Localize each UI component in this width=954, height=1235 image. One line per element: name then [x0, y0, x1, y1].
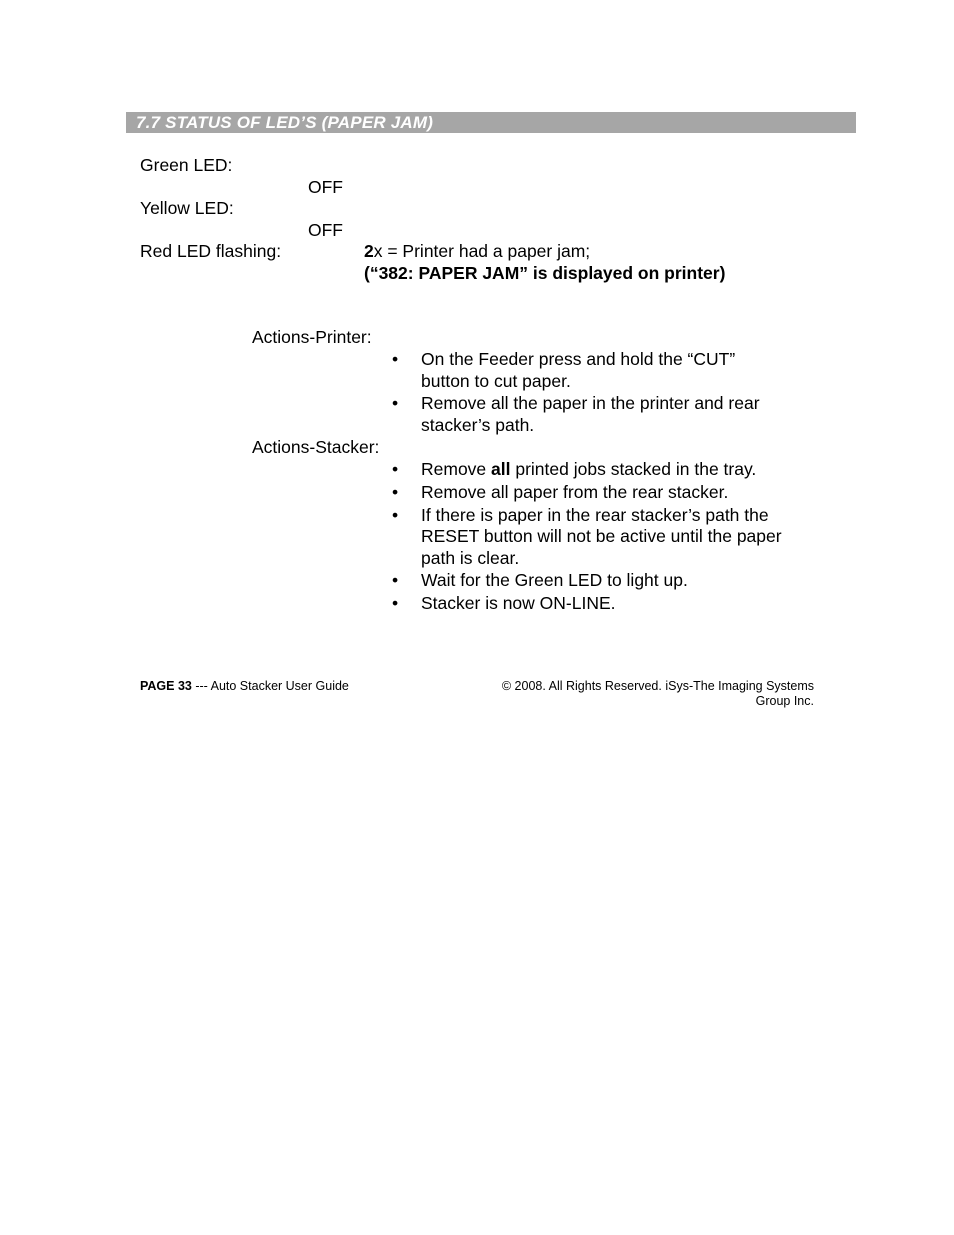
footer-page-number: PAGE 33 — [140, 679, 192, 693]
section-heading-bar — [126, 112, 856, 133]
list-item: • Stacker is now ON-LINE. — [392, 592, 616, 613]
bullet-icon: • — [392, 592, 399, 613]
green-led-value: OFF — [308, 177, 343, 197]
list-item: • Remove all printed jobs stacked in the tray. — [392, 459, 757, 479]
bullet-icon: • — [392, 349, 399, 369]
red-led-label: Red LED flashing: — [140, 241, 282, 261]
list-item: • Remove all the paper in the printer and rear stacker’s path. — [392, 393, 760, 436]
footer-page-info — [140, 679, 349, 694]
bullet-icon: • — [392, 459, 399, 479]
list-item: • If there is paper in the rear stacker’s path the RESET button will not be active until the paper path is clear. — [392, 504, 782, 569]
list-item: • Remove all paper from the rear stacker. — [392, 481, 729, 502]
red-led-note: (“382: PAPER JAM” is displayed on printer) — [364, 263, 726, 283]
red-led-desc: x = Printer had a paper jam; — [373, 241, 591, 261]
actions-printer-list — [392, 349, 822, 437]
red-led-count: 2 — [364, 241, 374, 261]
red-led-description — [364, 240, 590, 262]
bullet-icon: • — [392, 393, 399, 414]
actions-printer-label: Actions-Printer: — [252, 327, 372, 347]
yellow-led-value: OFF — [308, 220, 343, 240]
list-item: • Wait for the Green LED to light up. — [392, 569, 688, 590]
bullet-icon: • — [392, 504, 399, 525]
yellow-led-label: Yellow LED: — [140, 198, 234, 218]
bullet-icon: • — [392, 569, 399, 590]
list-item: • On the Feeder press and hold the “CUT” button to cut paper. — [392, 349, 736, 391]
bullet-icon: • — [392, 481, 399, 502]
footer-copyright: © 2008. All Rights Reserved. iSys-The Imaging Systems Group Inc. — [501, 679, 814, 708]
footer-guide-title: --- Auto Stacker User Guide — [191, 679, 349, 693]
actions-stacker-label: Actions-Stacker: — [252, 437, 380, 457]
actions-stacker-list — [392, 459, 822, 615]
green-led-label: Green LED: — [140, 155, 233, 175]
section-heading: 7.7 STATUS OF LED’S (PAPER JAM) — [136, 113, 434, 132]
